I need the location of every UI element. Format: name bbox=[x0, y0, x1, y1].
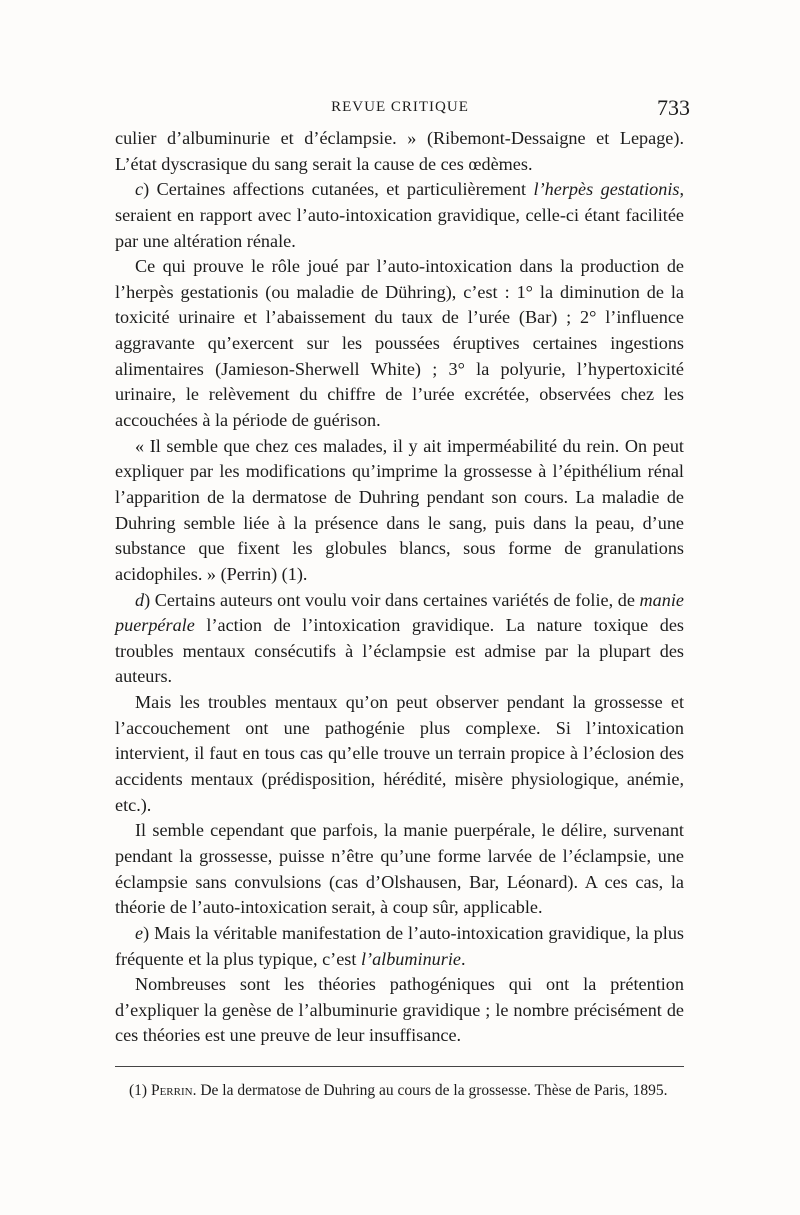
running-title: REVUE CRITIQUE bbox=[331, 99, 469, 115]
text-span: ) Certains auteurs ont voulu voir dans certaines variétés de folie, de bbox=[144, 589, 640, 610]
paragraph bbox=[115, 921, 684, 972]
footnote-rule bbox=[115, 1066, 684, 1067]
paragraph bbox=[115, 177, 684, 254]
italic-span: e bbox=[135, 922, 144, 943]
page-header bbox=[110, 95, 690, 123]
paragraph: Nombreuses sont les théories pathogéniques qui ont la prétention d’expliquer la genèse de l’albuminurie gravidique ; le nombre précisément de ces théories est une preuve de leur insuffisance. bbox=[115, 974, 684, 1046]
text-span: . bbox=[460, 948, 466, 969]
footnote bbox=[115, 1080, 684, 1102]
paragraph: Ce qui prouve le rôle joué par l’auto-intoxication dans la production de l’herpès gestationis (ou maladie de Dühring), c’est : 1° la diminution de la toxicité urinaire et l’abaissement du taux de l’urée (Bar) ; 2° l’influence aggravante qu’exercent sur les poussées éruptives certaines ingestions alimentaires (Jamieson-Sherwell White) ; 3° la polyurie, l’hypertoxicité urinaire, le relèvement du chiffre de l’urée excrétée, observées chez les accouchées à la période de guérison. bbox=[115, 256, 684, 431]
text-span: ) Mais la véritable manifestation de l’auto-intoxication gravidique, la plus fréquente et la plus typique, c’est bbox=[115, 922, 684, 969]
paragraph: Il semble cependant que parfois, la manie puerpérale, le délire, survenant pendant la grossesse, puisse n’être qu’une forme larvée de l’éclampsie, une éclampsie sans convulsions (cas d’Olshausen, Bar, Léonard). A ces cas, la théorie de l’auto-intoxication serait, à coup sûr, applicable. bbox=[115, 820, 684, 918]
italic-span: c bbox=[135, 179, 144, 200]
paragraph: « Il semble que chez ces malades, il y ait imperméabilité du rein. On peut expliquer par les modifications qu’imprime la grossesse à l’épithélium rénal l’apparition de la dermatose de Duhring pendant son cours. La maladie de Duhring semble liée à la présence dans le sang, puis dans la peau, d’une substance que fixent les globules blancs, sous forme de granulations acidophiles. » (Perrin) (1). bbox=[115, 435, 684, 584]
italic-span: l’albuminurie bbox=[360, 948, 461, 969]
paragraph: culier d’albuminurie et d’éclampsie. » (Ribemont-Dessaigne et Lepage). L’état dyscrasique du sang serait la cause de ces œdèmes. bbox=[115, 128, 684, 174]
footnote-author: Perrin bbox=[150, 1082, 193, 1099]
footnote-marker: (1) bbox=[129, 1082, 148, 1099]
paragraph: Mais les troubles mentaux qu’on peut observer pendant la grossesse et l’accouchement ont une pathogénie plus complexe. Si l’intoxication intervient, il faut en tous cas qu’elle trouve un terrain propice à l’éclosion des accidents mentaux (prédisposition, hérédité, misère physiologique, anémie, etc.). bbox=[115, 692, 684, 815]
text-span: , seraient en rapport avec l’auto-intoxication gravidique, celle-ci étant facilitée par une altération rénale. bbox=[115, 179, 684, 251]
italic-span: l’herpès gestationis bbox=[533, 179, 680, 200]
body-text bbox=[115, 126, 684, 1049]
page-number: 733 bbox=[657, 95, 690, 120]
paragraph bbox=[115, 588, 684, 691]
text-span: l’action de l’intoxication gravidique. La nature toxique des troubles mentaux consécutifs à l’éclampsie est admise par la plupart des auteurs. bbox=[115, 615, 684, 687]
text-span: ) Certaines affections cutanées, et particulièrement bbox=[143, 179, 534, 200]
italic-span: manie puerpérale bbox=[115, 589, 684, 636]
italic-span: d bbox=[135, 589, 145, 610]
footnote-text: . De la dermatose de Duhring au cours de la grossesse. Thèse de Paris, 1895. bbox=[192, 1082, 668, 1099]
